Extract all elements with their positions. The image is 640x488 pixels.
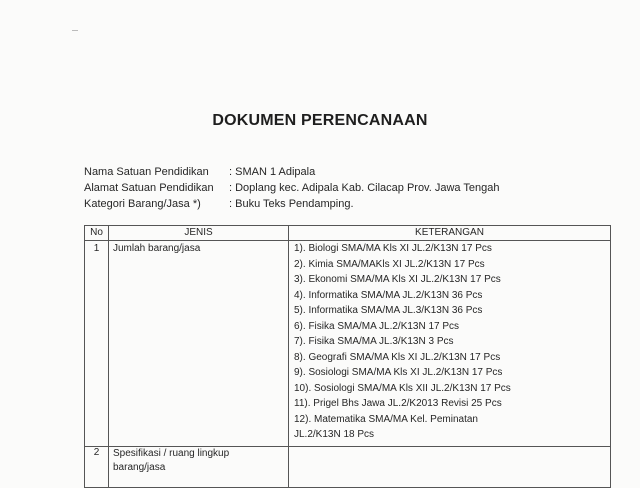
row-number: 1 (85, 241, 109, 447)
keterangan-item: 12). Matematika SMA/MA Kel. Peminatan (294, 413, 478, 425)
keterangan-item: 11). Prigel Bhs Jawa JL.2/K2013 Revisi 25 Pcs (294, 398, 502, 409)
planning-table (84, 225, 611, 488)
keterangan-item: 9). Sosiologi SMA/MA Kls XI JL.2/K13N 17 Pcs (294, 367, 503, 378)
table-header-row (85, 226, 611, 241)
keterangan-item: 2). Kimia SMA/MAKls XI JL.2/K13N 17 Pcs (294, 258, 485, 270)
keterangan-item: 8). Geografi SMA/MA Kls XI JL.2/K13N 17 Pcs (294, 351, 501, 363)
keterangan-item: 7). Fisika SMA/MA JL.3/K13N 3 Pcs (294, 336, 454, 347)
header-keterangan: KETERANGAN (289, 226, 611, 241)
info-row-category (84, 196, 499, 212)
row-keterangan (289, 447, 611, 488)
info-row-school-address (84, 180, 499, 196)
row-jenis: Spesifikasi / ruang lingkup barang/jasa (109, 447, 289, 488)
header-no: No (85, 226, 109, 241)
info-value: : Doplang kec. Adipala Kab. Cilacap Prov. Jawa Tengah (229, 182, 500, 194)
row-keterangan (289, 241, 611, 447)
info-value: : SMAN 1 Adipala (229, 166, 316, 178)
info-label: Alamat Satuan Pendidikan (84, 182, 214, 194)
keterangan-item: JL.2/K13N 18 Pcs (294, 429, 375, 440)
info-label: Kategori Barang/Jasa *) (84, 198, 201, 210)
document-title: DOKUMEN PERENCANAAN (212, 112, 428, 129)
row-jenis: Jumlah barang/jasa (109, 241, 289, 447)
keterangan-item: 10). Sosiologi SMA/MA Kls XII JL.2/K13N 17 Pcs (294, 382, 511, 394)
keterangan-item: 5). Informatika SMA/MA JL.3/K13N 36 Pcs (294, 305, 483, 316)
institution-info (84, 164, 499, 212)
scan-mark (72, 30, 78, 31)
row-number: 2 (85, 447, 109, 488)
keterangan-item: 1). Biologi SMA/MA Kls XI JL.2/K13N 17 Pcs (294, 243, 492, 254)
header-jenis: JENIS (109, 226, 289, 241)
info-row-school-name (84, 164, 499, 180)
table-row (85, 241, 611, 447)
keterangan-item: 6). Fisika SMA/MA JL.2/K13N 17 Pcs (294, 320, 460, 332)
table-row (85, 447, 611, 488)
info-label: Nama Satuan Pendidikan (84, 166, 209, 178)
info-value: : Buku Teks Pendamping. (229, 198, 354, 210)
keterangan-item: 3). Ekonomi SMA/MA Kls XI JL.2/K13N 17 Pcs (294, 274, 501, 285)
keterangan-item: 4). Informatika SMA/MA JL.2/K13N 36 Pcs (294, 289, 483, 301)
